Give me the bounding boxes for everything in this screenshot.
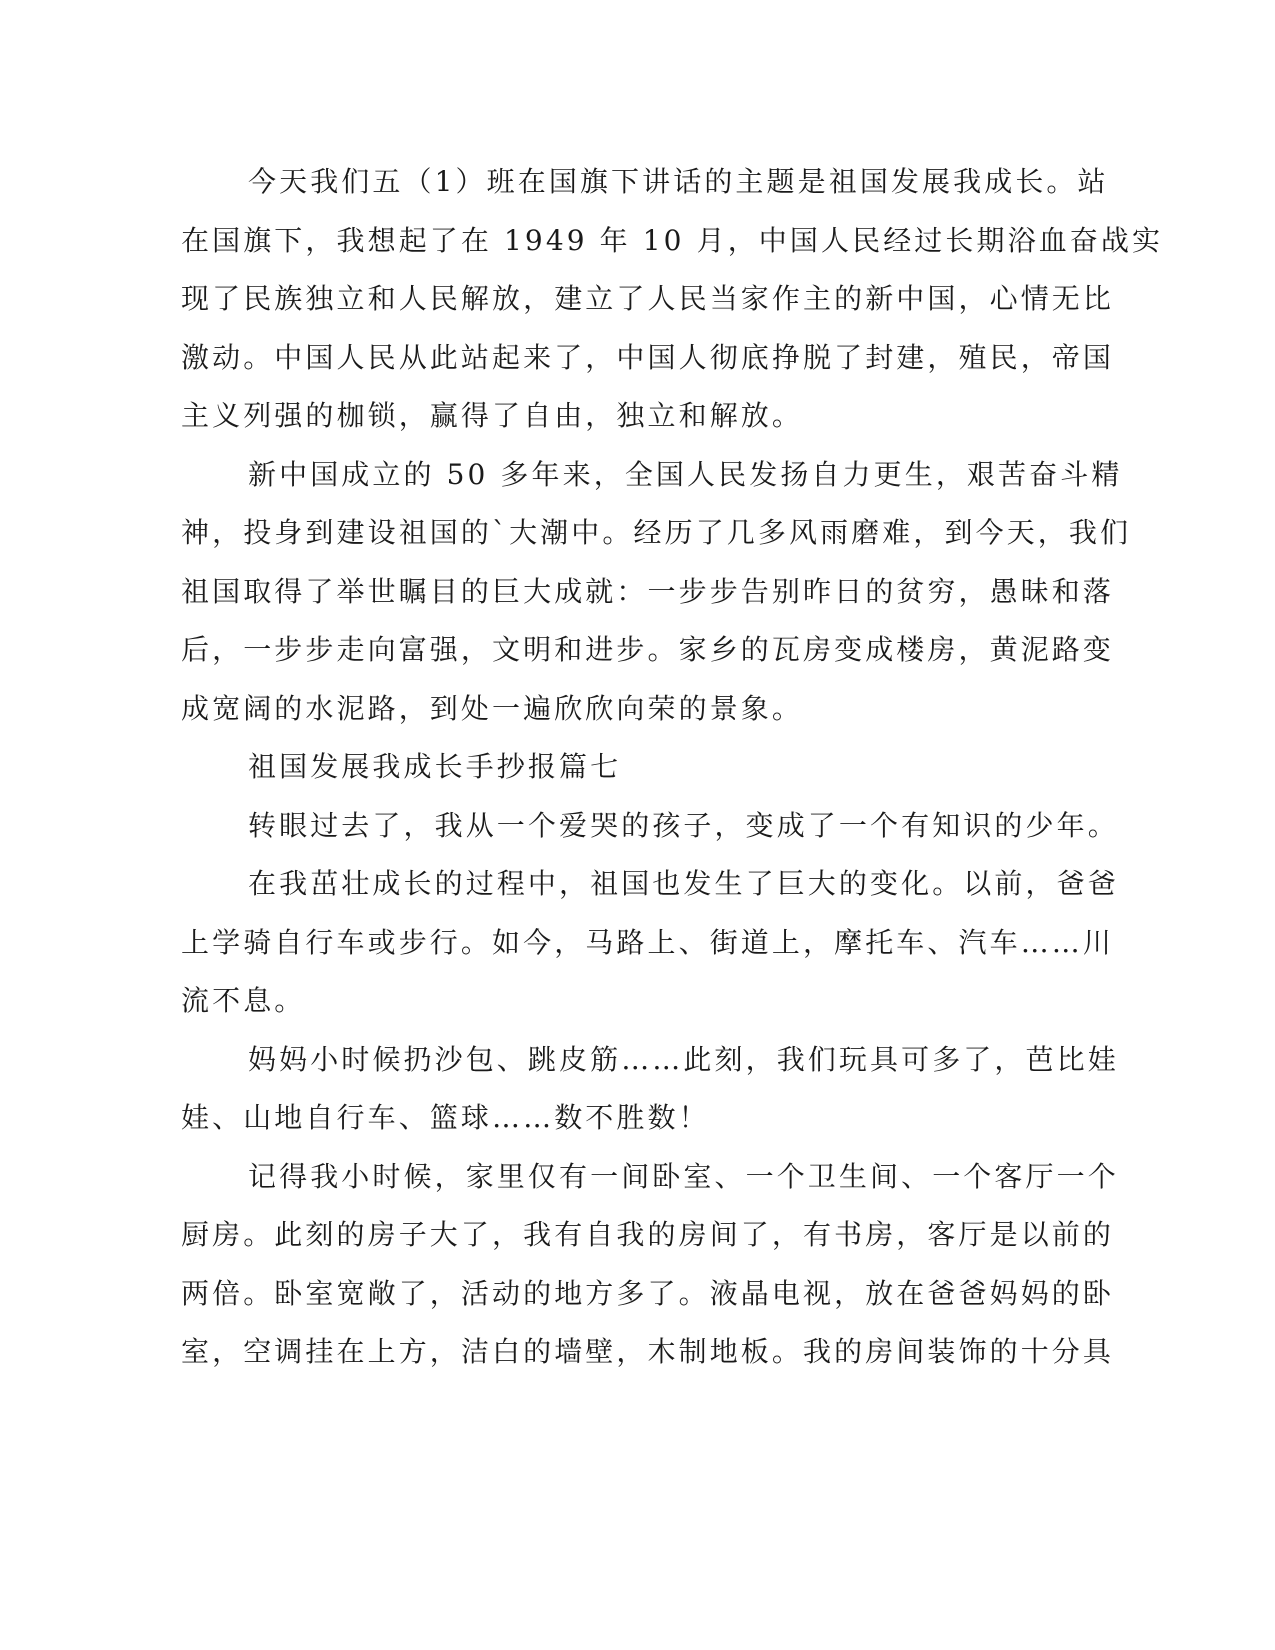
text-line: 成宽阔的水泥路，到处一遍欣欣向荣的景象。 (181, 691, 804, 725)
document-page (181, 153, 1164, 1382)
heading-text: 祖国发展我成长手抄报篇七 (248, 750, 622, 783)
text-line: 流不息。 (181, 984, 306, 1017)
text-line: 妈妈小时候扔沙包、跳皮筋……此刻，我们玩具可多了，芭比娃 (248, 1042, 1119, 1076)
text-line: 记得我小时候，家里仅有一间卧室、一个卫生间、一个客厅一个 (248, 1159, 1119, 1193)
text-line: 两倍。卧室宽敞了，活动的地方多了。液晶电视，放在爸爸妈妈的卧 (181, 1276, 1115, 1310)
paragraph-4 (181, 855, 1119, 1031)
text-line: 在国旗下，我想起了在 1949 年 10 月，中国人民经过长期浴血奋战实 (181, 223, 1164, 257)
text-line: 厨房。此刻的房子大了，我有自我的房间了，有书房，客厅是以前的 (181, 1218, 1115, 1251)
paragraph-5 (181, 1031, 1119, 1148)
text-line: 上学骑自行车或步行。如今，马路上、街道上，摩托车、汽车……川 (181, 925, 1115, 959)
paragraph-3 (181, 797, 1119, 856)
text-line: 后，一步步走向富强，文明和进步。家乡的瓦房变成楼房，黄泥路变 (181, 633, 1115, 666)
paragraph-6 (181, 1148, 1119, 1382)
text-line: 在我茁壮成长的过程中，祖国也发生了巨大的变化。以前，爸爸 (248, 867, 1119, 900)
text-line: 祖国取得了举世瞩目的巨大成就：一步步告别昨日的贫穷，愚昧和落 (181, 574, 1115, 608)
text-line: 现了民族独立和人民解放，建立了人民当家作主的新中国，心情无比 (181, 282, 1115, 315)
text-line: 主义列强的枷锁，赢得了自由，独立和解放。 (181, 399, 804, 432)
text-line: 娃、山地自行车、篮球……数不胜数！ (181, 1101, 710, 1134)
text-line: 今天我们五（1）班在国旗下讲话的主题是祖国发展我成长。站 (248, 165, 1109, 198)
text-line: 转眼过去了，我从一个爱哭的孩子，变成了一个有知识的少年。 (248, 808, 1119, 842)
text-line: 室，空调挂在上方，洁白的墙壁，木制地板。我的房间装饰的十分具 (181, 1335, 1115, 1368)
paragraph-2 (181, 446, 1132, 739)
text-line: 新中国成立的 50 多年来，全国人民发扬自力更生，艰苦奋斗精 (248, 457, 1123, 491)
text-line: 激动。中国人民从此站起来了，中国人彻底挣脱了封建，殖民，帝国 (181, 340, 1115, 374)
paragraph-1 (181, 153, 1164, 446)
text-line: 神，投身到建设祖国的`大潮中。经历了几多风雨磨难，到今天，我们 (181, 516, 1132, 549)
section-heading (181, 738, 1031, 797)
